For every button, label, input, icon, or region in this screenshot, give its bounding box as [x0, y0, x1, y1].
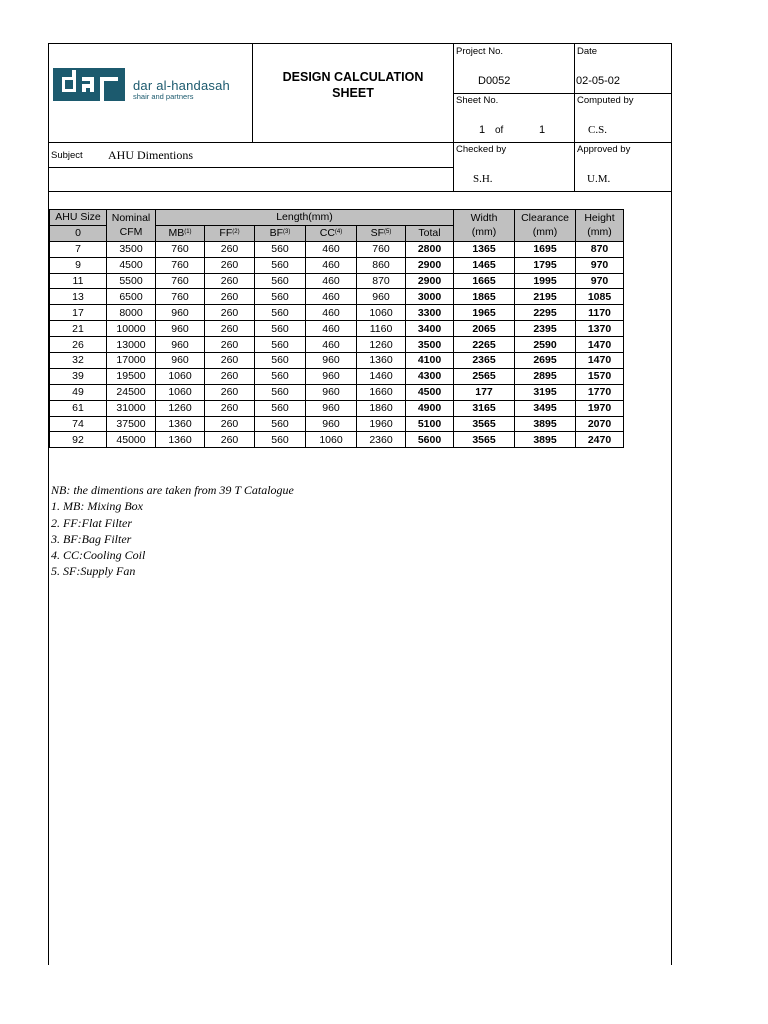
- table-cell: 3195: [515, 384, 576, 400]
- table-cell: 3165: [454, 400, 515, 416]
- table-cell: 260: [205, 257, 255, 273]
- table-cell: 1460: [357, 368, 406, 384]
- table-cell: 2065: [454, 321, 515, 337]
- table-cell: 260: [205, 353, 255, 369]
- header-ahu-size: AHU Size: [50, 210, 107, 226]
- header-height: Height (mm): [576, 210, 624, 242]
- table-cell: 760: [156, 241, 205, 257]
- table-cell: 3000: [406, 289, 454, 305]
- calculation-sheet: [48, 43, 672, 965]
- table-cell: 960: [306, 353, 357, 369]
- table-cell: 2070: [576, 416, 624, 432]
- table-cell: 960: [156, 321, 205, 337]
- table-cell: 13000: [107, 337, 156, 353]
- table-cell: 9: [50, 257, 107, 273]
- table-cell: 177: [454, 384, 515, 400]
- table-cell: 1360: [357, 353, 406, 369]
- table-cell: 4500: [406, 384, 454, 400]
- table-cell: 19500: [107, 368, 156, 384]
- table-cell: 1170: [576, 305, 624, 321]
- table-cell: 1465: [454, 257, 515, 273]
- table-cell: 960: [306, 400, 357, 416]
- table-cell: 1260: [156, 400, 205, 416]
- table-cell: 760: [156, 273, 205, 289]
- table-cell: 49: [50, 384, 107, 400]
- table-cell: 3500: [107, 241, 156, 257]
- table-cell: 260: [205, 368, 255, 384]
- table-cell: 1360: [156, 432, 205, 448]
- table-cell: 1965: [454, 305, 515, 321]
- table-cell: 2895: [515, 368, 576, 384]
- table-cell: 760: [156, 289, 205, 305]
- header-sf: SF$^{(5)}$: [357, 225, 406, 241]
- table-cell: 260: [205, 241, 255, 257]
- table-cell: 4900: [406, 400, 454, 416]
- table-cell: 260: [205, 432, 255, 448]
- table-cell: 1060: [156, 384, 205, 400]
- table-cell: 960: [357, 289, 406, 305]
- table-row: [50, 432, 624, 448]
- table-header-row: [50, 210, 624, 226]
- date-value: 02-05-02: [576, 75, 621, 87]
- table-row: [50, 337, 624, 353]
- table-cell: 2590: [515, 337, 576, 353]
- header-length: Length(mm): [156, 210, 454, 226]
- table-cell: 1995: [515, 273, 576, 289]
- table-cell: 1260: [357, 337, 406, 353]
- header-ff: FF$^{(2)}$: [205, 225, 255, 241]
- table-cell: 1660: [357, 384, 406, 400]
- company-logo: [53, 68, 253, 107]
- table-cell: 2195: [515, 289, 576, 305]
- approved-by-label: Approved by: [577, 144, 631, 155]
- table-cell: 3895: [515, 416, 576, 432]
- table-cell: 3300: [406, 305, 454, 321]
- table-cell: 1665: [454, 273, 515, 289]
- table-cell: 2395: [515, 321, 576, 337]
- table-cell: 460: [306, 337, 357, 353]
- table-cell: 460: [306, 289, 357, 305]
- checked-by-label: Checked by: [456, 144, 507, 155]
- table-cell: 260: [205, 384, 255, 400]
- divider: [49, 167, 453, 168]
- table-cell: 1060: [306, 432, 357, 448]
- table-cell: 560: [255, 416, 306, 432]
- table-cell: 5600: [406, 432, 454, 448]
- table-cell: 45000: [107, 432, 156, 448]
- header-clearance: Clearance (mm): [515, 210, 576, 242]
- table-cell: 17000: [107, 353, 156, 369]
- table-cell: 560: [255, 432, 306, 448]
- table-cell: 260: [205, 273, 255, 289]
- table-cell: 260: [205, 305, 255, 321]
- table-cell: 2365: [454, 353, 515, 369]
- table-cell: 21: [50, 321, 107, 337]
- project-no-value: D0052: [478, 75, 511, 87]
- table-cell: 870: [576, 241, 624, 257]
- table-cell: 460: [306, 241, 357, 257]
- table-cell: 870: [357, 273, 406, 289]
- divider: [453, 44, 454, 191]
- table-cell: 960: [306, 384, 357, 400]
- table-cell: 6500: [107, 289, 156, 305]
- table-cell: 260: [205, 337, 255, 353]
- table-cell: 1970: [576, 400, 624, 416]
- divider: [49, 191, 671, 192]
- table-cell: 1865: [454, 289, 515, 305]
- table-cell: 760: [357, 241, 406, 257]
- note-cc: 4. CC:Cooling Coil: [51, 548, 146, 563]
- table-cell: 3895: [515, 432, 576, 448]
- table-cell: 2900: [406, 273, 454, 289]
- table-cell: 860: [357, 257, 406, 273]
- table-cell: 3565: [454, 416, 515, 432]
- table-cell: 2800: [406, 241, 454, 257]
- table-cell: 1695: [515, 241, 576, 257]
- table-cell: 37500: [107, 416, 156, 432]
- table-cell: 560: [255, 321, 306, 337]
- table-cell: 260: [205, 321, 255, 337]
- table-cell: 32: [50, 353, 107, 369]
- table-cell: 960: [156, 353, 205, 369]
- table-cell: 5100: [406, 416, 454, 432]
- table-cell: 260: [205, 400, 255, 416]
- table-cell: 1060: [357, 305, 406, 321]
- table-cell: 3400: [406, 321, 454, 337]
- table-cell: 1160: [357, 321, 406, 337]
- table-cell: 2470: [576, 432, 624, 448]
- table-cell: 74: [50, 416, 107, 432]
- table-row: [50, 241, 624, 257]
- table-cell: 1795: [515, 257, 576, 273]
- divider: [453, 93, 671, 94]
- table-cell: 970: [576, 273, 624, 289]
- subject-value: AHU Dimentions: [108, 148, 193, 162]
- note-ff: 2. FF:Flat Filter: [51, 515, 132, 530]
- table-cell: 960: [306, 416, 357, 432]
- table-cell: 1470: [576, 353, 624, 369]
- table-cell: 1370: [576, 321, 624, 337]
- table-cell: 760: [156, 257, 205, 273]
- table-cell: 24500: [107, 384, 156, 400]
- table-cell: 2295: [515, 305, 576, 321]
- computed-by-label: Computed by: [577, 95, 634, 106]
- project-no-label: Project No.: [456, 46, 503, 57]
- table-cell: 1960: [357, 416, 406, 432]
- table-row: [50, 353, 624, 369]
- table-cell: 560: [255, 337, 306, 353]
- sheet-title-line1: DESIGN CALCULATION: [282, 70, 424, 84]
- table-cell: 11: [50, 273, 107, 289]
- ahu-dimensions-table: [49, 209, 624, 448]
- table-cell: 3500: [406, 337, 454, 353]
- table-cell: 1085: [576, 289, 624, 305]
- table-cell: 1770: [576, 384, 624, 400]
- header-cc: CC$^{(4)}$: [306, 225, 357, 241]
- table-row: [50, 368, 624, 384]
- table-cell: 1570: [576, 368, 624, 384]
- table-cell: 560: [255, 305, 306, 321]
- table-cell: 260: [205, 289, 255, 305]
- table-row: [50, 384, 624, 400]
- table-cell: 560: [255, 353, 306, 369]
- note-bf: 3. BF:Bag Filter: [51, 531, 132, 546]
- table-cell: 61: [50, 400, 107, 416]
- table-row: [50, 289, 624, 305]
- header-width: Width (mm): [454, 210, 515, 242]
- table-cell: 460: [306, 321, 357, 337]
- table-cell: 1060: [156, 368, 205, 384]
- table-cell: 970: [576, 257, 624, 273]
- table-cell: 92: [50, 432, 107, 448]
- table-row: [50, 321, 624, 337]
- table-cell: 560: [255, 400, 306, 416]
- table-cell: 2360: [357, 432, 406, 448]
- table-cell: 3495: [515, 400, 576, 416]
- table-cell: 4500: [107, 257, 156, 273]
- header-cfm: Nominal CFM: [107, 210, 156, 242]
- table-cell: 260: [205, 416, 255, 432]
- note-mb: 1. MB: Mixing Box: [51, 499, 143, 514]
- table-cell: 560: [255, 241, 306, 257]
- table-cell: 8000: [107, 305, 156, 321]
- notes: [51, 482, 294, 580]
- table-row: [50, 257, 624, 273]
- table-cell: 560: [255, 257, 306, 273]
- sheet-of-label: of: [495, 125, 504, 136]
- subject-label: Subject: [51, 150, 83, 161]
- checked-by-value: S.H.: [473, 173, 493, 185]
- table-cell: 2900: [406, 257, 454, 273]
- table-cell: 5500: [107, 273, 156, 289]
- table-cell: 1860: [357, 400, 406, 416]
- table-cell: 2265: [454, 337, 515, 353]
- table-row: [50, 400, 624, 416]
- table-cell: 26: [50, 337, 107, 353]
- table-cell: 31000: [107, 400, 156, 416]
- header-mb: MB$^{(1)}$: [156, 225, 205, 241]
- company-subname: shair and partners: [133, 92, 194, 101]
- table-cell: 1360: [156, 416, 205, 432]
- table-row: [50, 273, 624, 289]
- table-cell: 960: [156, 337, 205, 353]
- table-cell: 560: [255, 273, 306, 289]
- table-cell: 13: [50, 289, 107, 305]
- table-cell: 560: [255, 368, 306, 384]
- sheet-total-value: 1: [539, 124, 546, 136]
- computed-by-value: C.S.: [588, 124, 607, 136]
- table-row: [50, 416, 624, 432]
- table-cell: 1470: [576, 337, 624, 353]
- table-cell: 4100: [406, 353, 454, 369]
- table-cell: 39: [50, 368, 107, 384]
- company-name: dar al-handasah: [133, 78, 230, 93]
- table-row: [50, 305, 624, 321]
- table-cell: 460: [306, 305, 357, 321]
- approved-by-value: U.M.: [587, 173, 611, 185]
- divider: [574, 44, 575, 191]
- header-ahu-size-sub: 0: [50, 225, 107, 241]
- sheet-no-value: 1: [479, 124, 486, 136]
- divider: [49, 142, 671, 143]
- table-cell: 17: [50, 305, 107, 321]
- table-cell: 560: [255, 384, 306, 400]
- table-cell: 960: [156, 305, 205, 321]
- table-cell: 960: [306, 368, 357, 384]
- header-total: Total: [406, 225, 454, 241]
- table-cell: 7: [50, 241, 107, 257]
- table-cell: 2565: [454, 368, 515, 384]
- table-cell: 2695: [515, 353, 576, 369]
- table-cell: 460: [306, 257, 357, 273]
- note-nb: NB: the dimentions are taken from 39 T Catalogue: [51, 483, 294, 497]
- sheet-no-label: Sheet No.: [456, 95, 499, 106]
- table-cell: 1365: [454, 241, 515, 257]
- sheet-title-line2: SHEET: [332, 86, 374, 100]
- header-bf: BF$^{(3)}$: [255, 225, 306, 241]
- table-cell: 4300: [406, 368, 454, 384]
- table-cell: 460: [306, 273, 357, 289]
- date-label: Date: [577, 46, 598, 57]
- table-cell: 3565: [454, 432, 515, 448]
- table-cell: 10000: [107, 321, 156, 337]
- table-cell: 560: [255, 289, 306, 305]
- note-sf: 5. SF:Supply Fan: [51, 564, 136, 579]
- table-body: [50, 241, 624, 448]
